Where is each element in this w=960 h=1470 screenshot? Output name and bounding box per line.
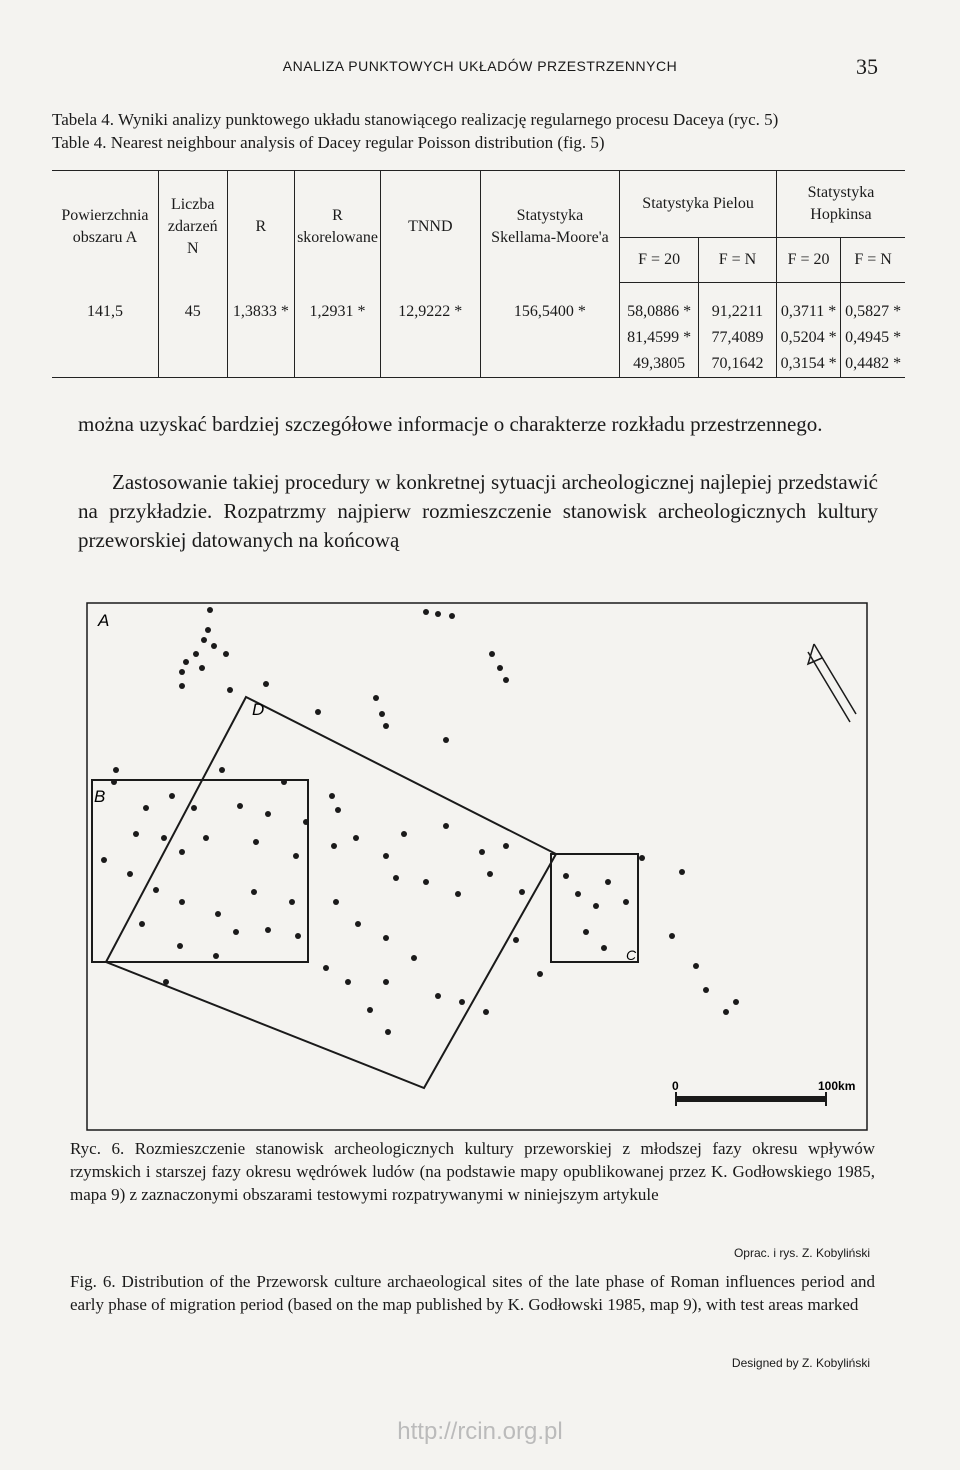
cell-hopkins-fn: 0,5827 * 0,4945 * 0,4482 * xyxy=(841,283,905,378)
site-dot xyxy=(127,871,133,877)
table-caption-en: Table 4. Nearest neighbour analysis of Dacey regular Poisson distribution (fig. 5) xyxy=(52,133,605,152)
site-dot xyxy=(211,643,217,649)
area-a-label: A xyxy=(98,611,110,630)
site-dot xyxy=(191,805,197,811)
cell-r-scaled: 1,2931 * xyxy=(295,283,381,378)
site-dot xyxy=(113,767,119,773)
site-dot xyxy=(179,669,185,675)
site-dot xyxy=(169,793,175,799)
area-d-outline xyxy=(106,697,556,1088)
site-dot xyxy=(153,887,159,893)
site-dot xyxy=(289,899,295,905)
watermark: http://rcin.org.pl xyxy=(397,1418,563,1445)
site-dot xyxy=(479,849,485,855)
site-dot xyxy=(703,987,709,993)
area-d-label: D xyxy=(252,700,265,719)
table-row xyxy=(52,283,905,378)
site-dot xyxy=(331,843,337,849)
figure-credit-en: Designed by Z. Kobyliński xyxy=(731,1356,870,1370)
site-dot xyxy=(383,853,389,859)
figure-caption-en: Fig. 6. Distribution of the Przeworsk culture archaeological sites of the late phase of Roman influences period and early phase of migration period (based on the map published by K. Godłowski 1985, map 9), with test areas marked xyxy=(70,1272,875,1314)
site-dot xyxy=(205,627,211,633)
site-dot xyxy=(345,979,351,985)
site-dot xyxy=(455,891,461,897)
site-dot xyxy=(253,839,259,845)
header-tnnd: TNND xyxy=(380,171,480,283)
cell-tnnd: 12,9222 * xyxy=(380,283,480,378)
cell-skellam: 156,5400 * xyxy=(480,283,620,378)
site-dot xyxy=(193,651,199,657)
cell-area: 141,5 xyxy=(52,283,158,378)
site-dot xyxy=(323,965,329,971)
site-dot xyxy=(503,843,509,849)
scale-bar xyxy=(672,1079,855,1106)
site-dot xyxy=(295,933,301,939)
site-dot xyxy=(693,963,699,969)
site-dot xyxy=(513,937,519,943)
site-dot xyxy=(163,979,169,985)
site-dot xyxy=(623,899,629,905)
map-frame xyxy=(87,603,867,1130)
site-dot xyxy=(383,723,389,729)
site-dot xyxy=(281,779,287,785)
results-table xyxy=(52,170,905,378)
body-paragraph-2: Zastosowanie takiej procedury w konkretnej sytuacji archeologicznej najlepiej przedstawić na przykładzie. Rozpatrzmy najpierw rozmieszczenie stanowisk archeologicznych kultury przeworskiej datowanych na końcową xyxy=(78,470,878,552)
site-dot xyxy=(315,709,321,715)
site-dot xyxy=(449,613,455,619)
header-hopkins: Statystyka Hopkinsa xyxy=(776,171,905,238)
site-dot xyxy=(487,871,493,877)
figure-caption-pl: Ryc. 6. Rozmieszczenie stanowisk archeologicznych kultury przeworskiej z młodszej fazy okresu wpływów rzymskich i starszej fazy okresu wędrówek ludów (na podstawie mapy opublikowanej przez K. Godłowskiego 1985, mapa 9) z zaznaczonymi obszarami testowymi rozpatrywanymi w niniejszym artykule xyxy=(70,1139,875,1204)
site-points xyxy=(101,607,739,1035)
header-pielou: Statystyka Pielou xyxy=(620,171,777,238)
running-title: ANALIZA PUNKTOWYCH UKŁADÓW PRZESTRZENNYCH xyxy=(282,58,678,74)
site-dot xyxy=(203,835,209,841)
header-r-scaled: R skorelowane xyxy=(295,171,381,283)
site-dot xyxy=(353,835,359,841)
body-paragraph-1: można uzyskać bardziej szczegółowe informacje o charakterze rozkładu przestrzennego. xyxy=(78,412,823,436)
site-dot xyxy=(537,971,543,977)
header-hopkins-fn: F = N xyxy=(841,238,905,283)
site-dot xyxy=(335,807,341,813)
table-caption-pl: Tabela 4. Wyniki analizy punktowego układu stanowiącego realizację regularnego procesu Daceya (ryc. 5) xyxy=(52,110,779,129)
area-b-label: B xyxy=(94,787,106,806)
site-dot xyxy=(443,823,449,829)
site-dot xyxy=(367,1007,373,1013)
site-dot xyxy=(265,811,271,817)
site-dot xyxy=(179,899,185,905)
site-dot xyxy=(373,695,379,701)
site-dot xyxy=(593,903,599,909)
site-dot xyxy=(263,681,269,687)
site-dot xyxy=(333,899,339,905)
header-r: R xyxy=(227,171,295,283)
site-dot xyxy=(199,665,205,671)
cell-pielou-fn: 91,2211 77,4089 70,1642 xyxy=(698,283,776,378)
site-dot xyxy=(379,711,385,717)
site-dot xyxy=(355,921,361,927)
site-dot xyxy=(411,955,417,961)
site-dot xyxy=(133,831,139,837)
header-count: Liczba zdarzeń N xyxy=(158,171,227,283)
site-dot xyxy=(383,935,389,941)
site-dot xyxy=(601,945,607,951)
site-dot xyxy=(293,853,299,859)
site-dot xyxy=(497,665,503,671)
site-dot xyxy=(583,929,589,935)
figure-credit-pl: Oprac. i rys. Z. Kobyliński xyxy=(733,1246,870,1260)
site-dot xyxy=(723,1009,729,1015)
site-dot xyxy=(443,737,449,743)
site-dot xyxy=(219,767,225,773)
site-dot xyxy=(201,637,207,643)
site-dot xyxy=(383,979,389,985)
site-dot xyxy=(401,831,407,837)
site-dot xyxy=(563,873,569,879)
header-pielou-f20: F = 20 xyxy=(620,238,699,283)
site-dot xyxy=(733,999,739,1005)
site-dot xyxy=(213,953,219,959)
area-b-outline xyxy=(92,780,308,962)
site-dot xyxy=(459,999,465,1005)
site-dot xyxy=(139,921,145,927)
site-dot xyxy=(519,889,525,895)
site-dot xyxy=(393,875,399,881)
site-dot xyxy=(101,857,107,863)
site-dot xyxy=(111,779,117,785)
site-dot xyxy=(161,835,167,841)
site-dot xyxy=(179,683,185,689)
north-arrow-icon xyxy=(808,644,856,722)
site-dot xyxy=(177,943,183,949)
area-c-label: C xyxy=(626,947,637,963)
cell-hopkins-f20: 0,3711 * 0,5204 * 0,3154 * xyxy=(776,283,840,378)
site-dot xyxy=(329,793,335,799)
site-dot xyxy=(639,855,645,861)
site-dot xyxy=(423,609,429,615)
scale-end-label: 100km xyxy=(818,1079,856,1093)
site-dot xyxy=(385,1029,391,1035)
cell-pielou-f20: 58,0886 * 81,4599 * 49,3805 xyxy=(620,283,699,378)
cell-count: 45 xyxy=(158,283,227,378)
header-hopkins-f20: F = 20 xyxy=(776,238,840,283)
site-dot xyxy=(207,607,213,613)
site-dot xyxy=(233,929,239,935)
site-dot xyxy=(237,803,243,809)
site-dot xyxy=(183,659,189,665)
site-dot xyxy=(669,933,675,939)
site-dot xyxy=(223,651,229,657)
site-dot xyxy=(435,611,441,617)
header-skellam: Statystyka Skellama-Moore'a xyxy=(480,171,620,283)
site-dot xyxy=(605,879,611,885)
site-distribution-map xyxy=(86,602,870,1132)
site-dot xyxy=(489,651,495,657)
scale-start-label: 0 xyxy=(672,1079,679,1093)
site-dot xyxy=(265,927,271,933)
site-dot xyxy=(435,993,441,999)
site-dot xyxy=(227,687,233,693)
site-dot xyxy=(575,891,581,897)
site-dot xyxy=(423,879,429,885)
header-area: Powierzchnia obszaru A xyxy=(52,171,158,283)
site-dot xyxy=(143,805,149,811)
site-dot xyxy=(503,677,509,683)
site-dot xyxy=(179,849,185,855)
site-dot xyxy=(215,911,221,917)
header-pielou-fn: F = N xyxy=(698,238,776,283)
site-dot xyxy=(483,1009,489,1015)
site-dot xyxy=(251,889,257,895)
site-dot xyxy=(679,869,685,875)
cell-r: 1,3833 * xyxy=(227,283,295,378)
page-number: 35 xyxy=(856,54,878,79)
site-dot xyxy=(303,819,309,825)
